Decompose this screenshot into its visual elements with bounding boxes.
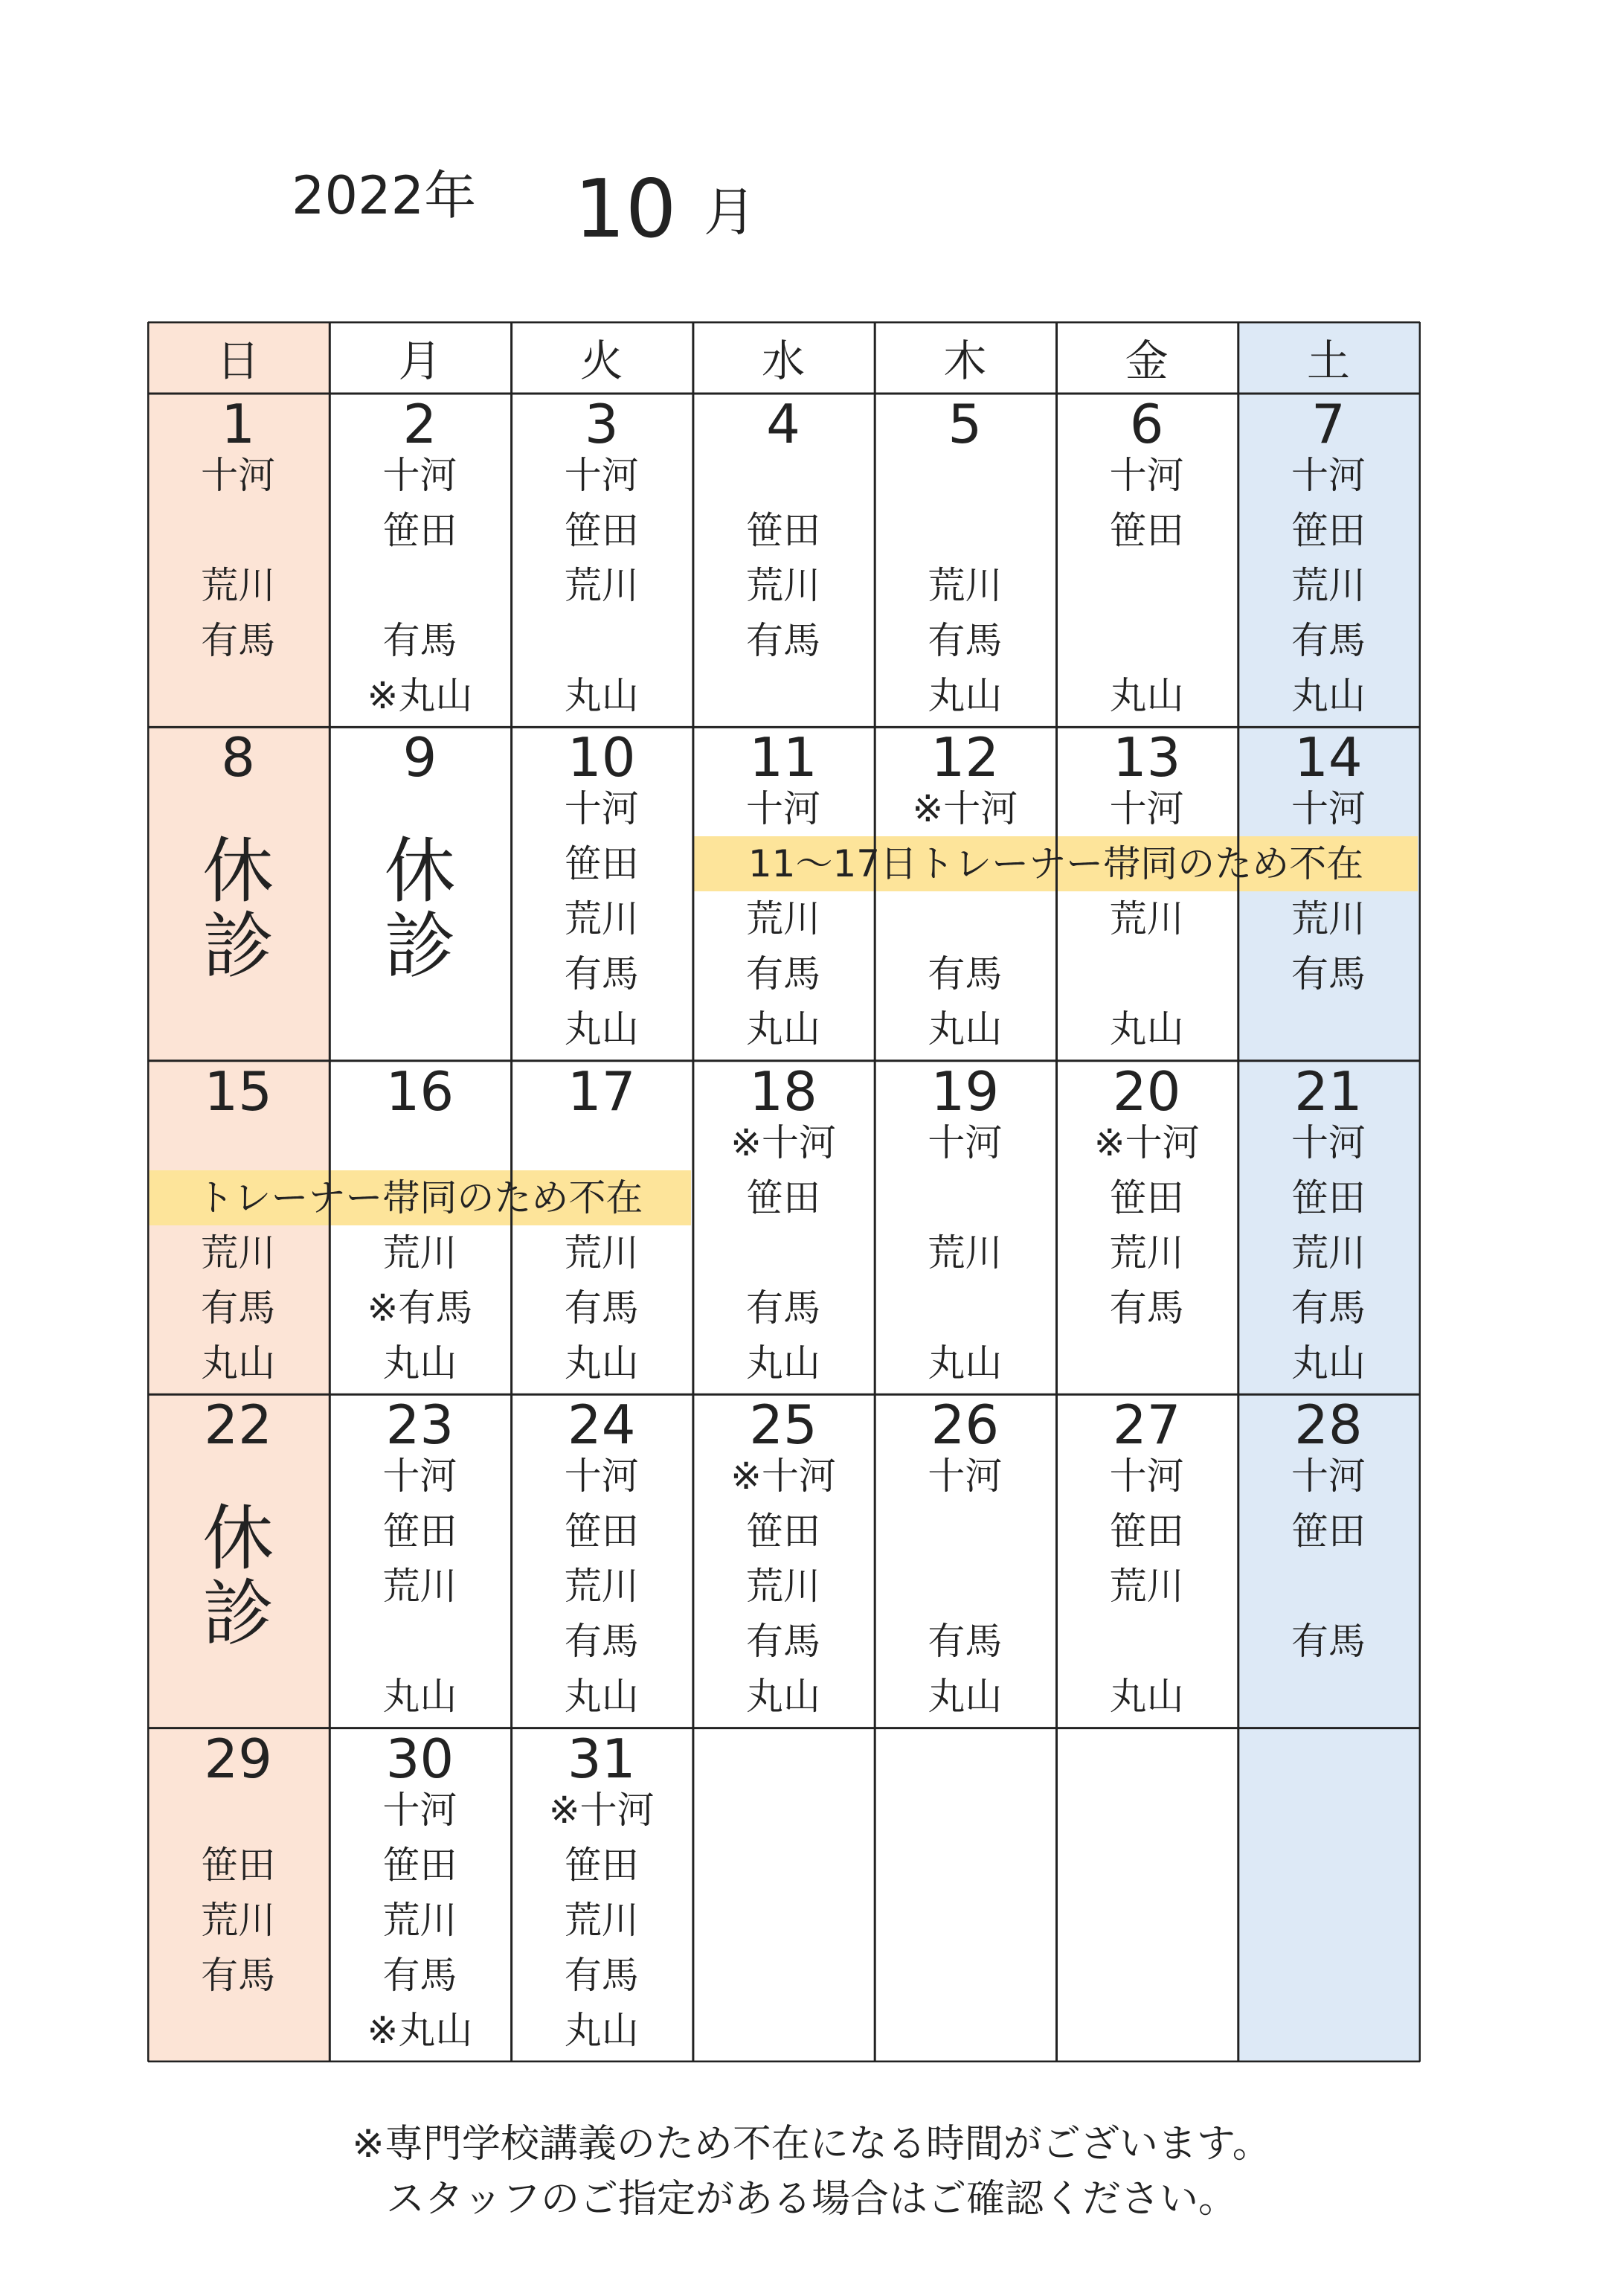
day-number: 17 — [567, 1059, 636, 1123]
staff-name: 丸山 — [746, 1675, 821, 1719]
day-cell — [1056, 726, 1238, 1059]
staff-name: 笹田 — [564, 842, 639, 886]
day-cell — [1056, 393, 1238, 726]
month-unit: 月 — [704, 182, 756, 243]
staff-name: 有馬 — [564, 1620, 639, 1664]
staff-name: 荒川 — [928, 1231, 1003, 1274]
staff-name: ※十河 — [1093, 1120, 1200, 1164]
staff-name: 笹田 — [746, 1176, 821, 1219]
day-cell — [329, 1394, 510, 1727]
day-cell — [692, 1060, 874, 1394]
day-number: 21 — [1294, 1059, 1363, 1123]
staff-name: 丸山 — [928, 674, 1003, 717]
day-cell — [874, 1728, 1055, 2061]
staff-name: 十河 — [1291, 454, 1366, 497]
staff-name: 十河 — [564, 454, 639, 497]
staff-name: 十河 — [1291, 1120, 1366, 1164]
staff-name: 十河 — [382, 454, 457, 497]
staff-name: 荒川 — [564, 1898, 639, 1942]
day-number: 2 — [402, 393, 437, 455]
staff-name: 荒川 — [1109, 897, 1184, 941]
staff-name: 笹田 — [1109, 509, 1184, 552]
staff-name: 笹田 — [1291, 509, 1366, 552]
staff-name: 荒川 — [746, 1565, 821, 1609]
staff-name: 笹田 — [564, 509, 639, 552]
calendar-grid — [147, 321, 1419, 2061]
staff-name: 荒川 — [382, 1898, 457, 1942]
day-cell — [1238, 393, 1419, 726]
day-number: 23 — [385, 1394, 454, 1457]
staff-name: 丸山 — [928, 1341, 1003, 1385]
staff-name: 丸山 — [1109, 1007, 1184, 1051]
day-number: 19 — [931, 1059, 1000, 1123]
weekday-header: 水 — [692, 321, 874, 393]
staff-name: 十河 — [928, 1120, 1003, 1164]
staff-name: 荒川 — [201, 1898, 276, 1942]
staff-name: 笹田 — [564, 1843, 639, 1887]
day-cell — [147, 1728, 329, 2061]
day-number: 26 — [931, 1394, 1000, 1457]
staff-name: 丸山 — [564, 2008, 639, 2052]
staff-name: 有馬 — [1291, 1620, 1366, 1664]
staff-name: 有馬 — [564, 952, 639, 996]
staff-name: 丸山 — [564, 674, 639, 717]
day-cell — [147, 1060, 329, 1394]
day-number: 22 — [204, 1394, 272, 1457]
weekday-header: 月 — [329, 321, 510, 393]
staff-name: 有馬 — [746, 619, 821, 662]
staff-name: 丸山 — [746, 1341, 821, 1385]
staff-name: 有馬 — [746, 1620, 821, 1664]
footnote-line-2: スタッフのご指定がある場合はご確認ください。 — [385, 2177, 1237, 2222]
staff-name: 十河 — [201, 454, 276, 497]
staff-name: 十河 — [928, 1455, 1003, 1498]
day-cell — [874, 393, 1055, 726]
day-number: 6 — [1129, 393, 1164, 455]
staff-name: 丸山 — [1291, 1341, 1366, 1385]
day-cell — [874, 1060, 1055, 1394]
staff-name: ※丸山 — [367, 2008, 473, 2052]
staff-name: 笹田 — [746, 509, 821, 552]
staff-name: 十河 — [1109, 1455, 1184, 1498]
staff-name: 笹田 — [1291, 1176, 1366, 1219]
day-number: 31 — [567, 1727, 636, 1790]
closed-label: 休診 — [384, 830, 456, 989]
day-number: 16 — [385, 1059, 454, 1123]
day-cell — [692, 1394, 874, 1727]
staff-name: ※丸山 — [367, 674, 473, 717]
staff-name: 有馬 — [746, 1286, 821, 1330]
day-number: 4 — [766, 393, 800, 455]
day-number: 28 — [1294, 1394, 1363, 1457]
staff-name: 十河 — [1291, 787, 1366, 831]
day-cell — [1238, 1394, 1419, 1727]
day-number: 27 — [1112, 1394, 1181, 1457]
staff-name: 笹田 — [746, 1510, 821, 1553]
year-label: 2022年 — [292, 165, 477, 226]
day-cell — [511, 1394, 692, 1727]
staff-name: 有馬 — [928, 1620, 1003, 1664]
day-cell — [511, 1728, 692, 2061]
staff-name: 丸山 — [928, 1675, 1003, 1719]
staff-name: 丸山 — [1109, 674, 1184, 717]
staff-name: 十河 — [1109, 787, 1184, 831]
day-cell — [147, 726, 329, 1059]
staff-name: 笹田 — [1291, 1510, 1366, 1553]
day-cell — [692, 393, 874, 726]
day-number: 29 — [204, 1727, 272, 1790]
closed-label: 休診 — [202, 830, 274, 989]
day-cell — [511, 726, 692, 1059]
day-number: 5 — [948, 393, 983, 455]
absence-banner: トレーナー帯同のため不在 — [149, 1170, 691, 1225]
day-number: 11 — [749, 726, 817, 789]
staff-name: 有馬 — [201, 1953, 276, 1997]
staff-name: 有馬 — [564, 1953, 639, 1997]
staff-name: 十河 — [1291, 1455, 1366, 1498]
day-cell — [511, 1060, 692, 1394]
staff-name: 有馬 — [201, 1286, 276, 1330]
day-number: 13 — [1112, 726, 1181, 789]
staff-name: 荒川 — [928, 564, 1003, 607]
day-cell — [1056, 1060, 1238, 1394]
staff-name: 荒川 — [564, 564, 639, 607]
staff-name: 十河 — [564, 787, 639, 831]
staff-name: 有馬 — [382, 1953, 457, 1997]
staff-name: 有馬 — [201, 619, 276, 662]
staff-name: 有馬 — [382, 619, 457, 662]
staff-name: ※有馬 — [367, 1286, 473, 1330]
day-number: 20 — [1112, 1059, 1181, 1123]
staff-name: 有馬 — [1109, 1286, 1184, 1330]
day-number: 1 — [221, 393, 256, 455]
day-cell — [329, 393, 510, 726]
staff-name: 丸山 — [1109, 1675, 1184, 1719]
day-cell — [1238, 1728, 1419, 2061]
staff-name: 笹田 — [382, 1510, 457, 1553]
staff-name: 荒川 — [1291, 897, 1366, 941]
staff-name: 丸山 — [564, 1007, 639, 1051]
day-cell — [874, 1394, 1055, 1727]
day-cell — [147, 1394, 329, 1727]
staff-name: 荒川 — [746, 897, 821, 941]
staff-name: 有馬 — [564, 1286, 639, 1330]
weekday-header: 金 — [1056, 321, 1238, 393]
weekday-header: 火 — [511, 321, 692, 393]
day-cell — [511, 393, 692, 726]
day-number: 3 — [584, 393, 619, 455]
day-number: 30 — [385, 1727, 454, 1790]
day-cell — [147, 393, 329, 726]
day-cell — [874, 726, 1055, 1059]
staff-name: 荒川 — [1291, 564, 1366, 607]
closed-label: 休診 — [202, 1497, 274, 1655]
day-cell — [329, 1728, 510, 2061]
staff-name: 十河 — [382, 1455, 457, 1498]
day-cell — [692, 1728, 874, 2061]
day-cell — [692, 726, 874, 1059]
day-number: 18 — [749, 1059, 817, 1123]
staff-name: 笹田 — [201, 1843, 276, 1887]
day-cell — [329, 726, 510, 1059]
staff-name: ※十河 — [548, 1788, 655, 1832]
staff-name: 有馬 — [928, 952, 1003, 996]
staff-name: 丸山 — [746, 1007, 821, 1051]
staff-name: 有馬 — [746, 952, 821, 996]
staff-name: ※十河 — [730, 1120, 836, 1164]
staff-name: 丸山 — [1291, 674, 1366, 717]
staff-name: 荒川 — [1109, 1231, 1184, 1274]
staff-name: 丸山 — [564, 1341, 639, 1385]
staff-name: 十河 — [564, 1455, 639, 1498]
absence-banner: 11～17日トレーナー帯同のため不在 — [694, 836, 1418, 891]
day-number: 8 — [221, 726, 256, 789]
staff-name: 荒川 — [564, 1565, 639, 1609]
day-number: 10 — [567, 726, 636, 789]
day-cell — [1056, 1728, 1238, 2061]
day-cell — [1056, 1394, 1238, 1727]
staff-name: 荒川 — [1291, 1231, 1366, 1274]
footnote-line-1: ※専門学校講義のため不在になる時間がございます。 — [352, 2122, 1271, 2167]
day-cell — [1238, 726, 1419, 1059]
weekday-header: 日 — [147, 321, 329, 393]
staff-name: 有馬 — [1291, 619, 1366, 662]
weekday-header: 木 — [874, 321, 1055, 393]
day-number: 25 — [749, 1394, 817, 1457]
staff-name: ※十河 — [912, 787, 1018, 831]
staff-name: 丸山 — [382, 1341, 457, 1385]
staff-name: 丸山 — [382, 1675, 457, 1719]
staff-name: 荒川 — [382, 1231, 457, 1274]
staff-name: 荒川 — [201, 564, 276, 607]
staff-name: 笹田 — [1109, 1176, 1184, 1219]
staff-name: 有馬 — [928, 619, 1003, 662]
staff-name: 荒川 — [564, 897, 639, 941]
staff-name: 有馬 — [1291, 1286, 1366, 1330]
staff-name: 荒川 — [201, 1231, 276, 1274]
staff-name: 荒川 — [564, 1231, 639, 1274]
day-number: 9 — [402, 726, 437, 789]
staff-name: 十河 — [1109, 454, 1184, 497]
staff-name: 笹田 — [564, 1510, 639, 1553]
month-number: 10 — [574, 163, 677, 256]
staff-name: 丸山 — [201, 1341, 276, 1385]
staff-name: 荒川 — [746, 564, 821, 607]
staff-name: 丸山 — [928, 1007, 1003, 1051]
staff-name: ※十河 — [730, 1455, 836, 1498]
day-number: 24 — [567, 1394, 636, 1457]
staff-name: 有馬 — [1291, 952, 1366, 996]
staff-name: 十河 — [746, 787, 821, 831]
staff-name: 荒川 — [1109, 1565, 1184, 1609]
staff-name: 笹田 — [1109, 1510, 1184, 1553]
staff-name: 荒川 — [382, 1565, 457, 1609]
day-number: 14 — [1294, 726, 1363, 789]
day-cell — [1238, 1060, 1419, 1394]
staff-name: 笹田 — [382, 509, 457, 552]
staff-name: 丸山 — [564, 1675, 639, 1719]
day-number: 12 — [931, 726, 1000, 789]
day-number: 15 — [204, 1059, 272, 1123]
weekday-header: 土 — [1238, 321, 1419, 393]
staff-name: 十河 — [382, 1788, 457, 1832]
staff-name: 笹田 — [382, 1843, 457, 1887]
day-number: 7 — [1311, 393, 1346, 455]
day-cell — [329, 1060, 510, 1394]
